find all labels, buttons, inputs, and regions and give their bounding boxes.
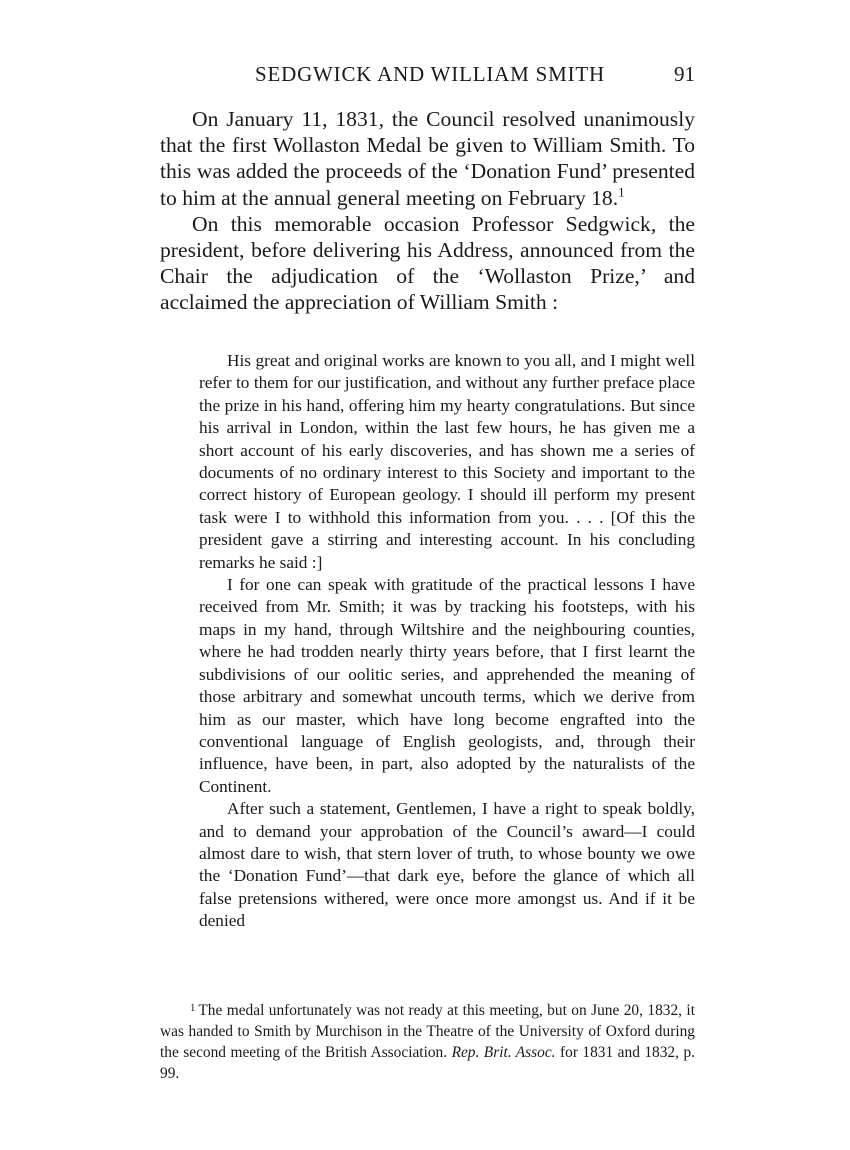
footnote-marker: 1 [190, 1001, 196, 1014]
footnote [160, 1000, 695, 1084]
quote-paragraph: After such a statement, Gentlemen, I have a right to speak boldly, and to demand your approbation of the Council’s award—I could almost dare to wish, that stern lover of truth, to whose bounty we owe the ‘Donation Fund’—that dark eye, before the glance of which all false pretensions withered, were once more amongst us. And if it be denied [199, 799, 695, 931]
footnote-reference[interactable]: 1 [618, 184, 625, 200]
footnotes [160, 1000, 695, 1084]
paragraph: On this memorable occasion Professor Sedgwick, the president, before delivering his Address, announced from the Chair the adjudication of the ‘Wollaston Prize,’ and acclaimed the appreciation of William Smith : [160, 211, 695, 315]
main-text [160, 106, 695, 316]
paragraph [160, 106, 695, 211]
block-quote [199, 350, 695, 933]
footnote-text: The medal unfortunately was not ready at this meeting, but on June 20, 1832, it was handed to Smith by Murchison in the Theatre of the University of Oxford during the second meeting of the British Association. [160, 1002, 695, 1061]
running-head [160, 62, 695, 92]
paragraph-text: On January 11, 1831, the Council resolved unanimously that the first Wollaston Medal be given to William Smith. To this was added the proceeds of the ‘Donation Fund’ presented to him at the annual general meeting on February 18. [160, 107, 695, 210]
footnote-citation-details: for 1831 and 1832, p. 99. [160, 1044, 695, 1082]
footnote-citation-title: Rep. Brit. Assoc. [451, 1044, 556, 1061]
running-title: SEDGWICK AND WILLIAM SMITH [255, 62, 605, 86]
page-number: 91 [674, 62, 695, 86]
quote-paragraph: I for one can speak with gratitude of the practical lessons I have received from Mr. Smith; it was by tracking his footsteps, with his maps in my hand, through Wiltshire and the neighbouring counties, where he had trodden nearly thirty years before, that I first learnt the subdivisions of our oolitic series, and apprehended the meaning of those arbitrary and somewhat uncouth terms, which we derive from him as our master, which have long become engrafted into the conventional language of English geologists, and, through their influence, have been, in part, also adopted by the naturalists of the Continent. [199, 575, 695, 796]
quote-paragraph: His great and original works are known to you all, and I might well refer to them for our justification, and without any further preface place the prize in his hand, offering him my hearty congratulations. But since his arrival in London, within the last few hours, he has given me a short account of his early discoveries, and has shown me a series of documents of no ordinary interest to this Society and important to the correct history of European geology. I should ill perform my present task were I to withhold this information from you. . . . [Of this the president gave a stirring and interesting account. In his concluding remarks he said :] [199, 351, 695, 572]
